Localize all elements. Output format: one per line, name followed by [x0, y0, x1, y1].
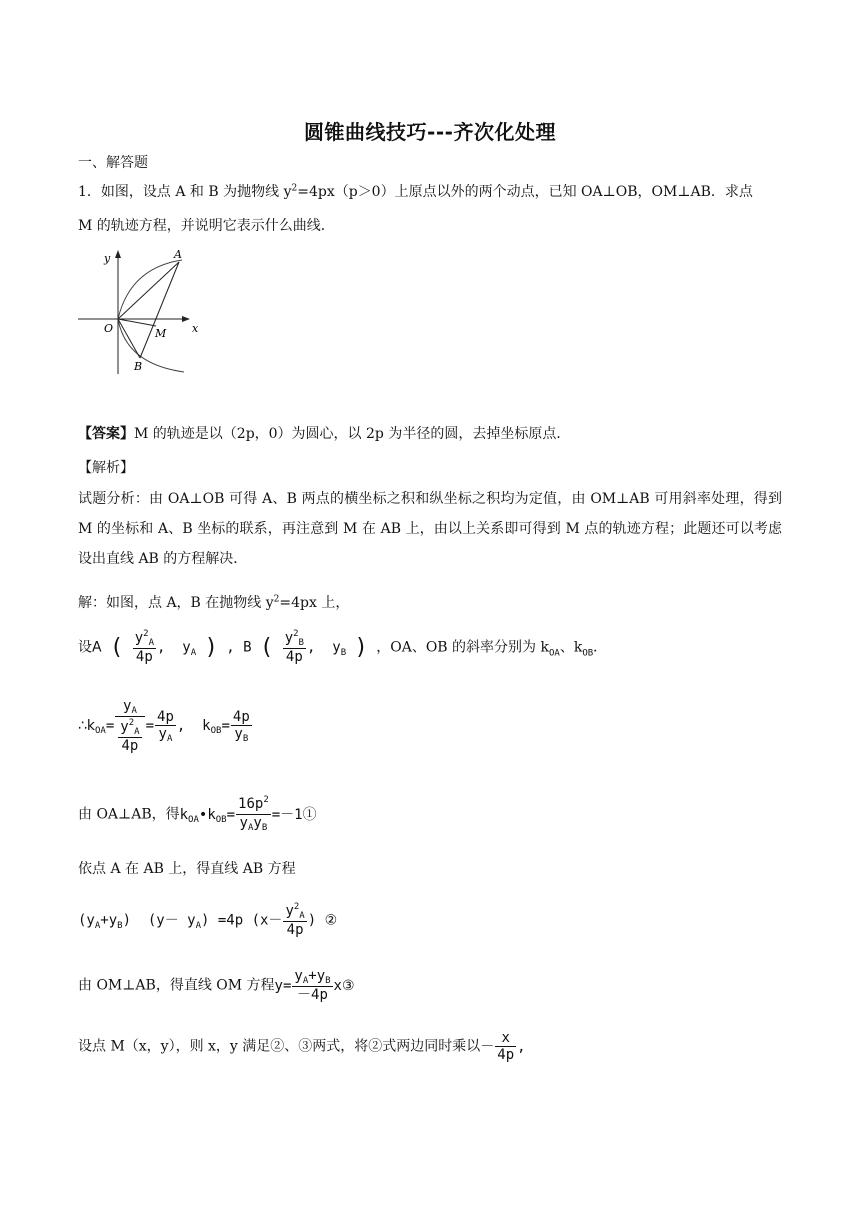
frac-yB2-over-4p: $\frac{y^2_B}{4p}$	[284, 629, 304, 665]
frac-yA2-over-4p: $\frac{y^2_A}{4p}$	[134, 629, 154, 665]
answer-tag: 【答案】	[78, 426, 134, 442]
frac-yA-over-yA2-4p: $\frac{y_A}{\frac{y^2_A}{4p}}$	[115, 698, 144, 754]
om-line: 由 OM⊥AB，得直线 OM 方程y= $\frac{y_A+y_B}{-4p}$ x③	[78, 968, 355, 1003]
solution-intro	[78, 592, 349, 612]
problem-text-2: =4px（p＞0）上原点以外的两个动点，已知 OA⊥OB，OM⊥AB．求点	[297, 184, 753, 200]
final-den: 4p	[497, 1047, 515, 1063]
frac-4p-over-yB: $\frac{4p}{y_B}$	[232, 708, 250, 744]
eq3-marker: x③	[333, 977, 355, 994]
problem-text-1: 如图，设点 A 和 B 为抛物线 y	[100, 184, 292, 200]
product-result: =－1①	[271, 806, 317, 823]
label-x: x	[192, 322, 199, 335]
num-16p: 16p	[238, 796, 264, 812]
set-suffix: ，OA、OB 的斜率分别为 k	[376, 639, 549, 656]
final-line: 设点 M（x，y），则 x，y 满足②、③两式，将②式两边同时乘以－ $\frac{x}{4p}$ ,	[78, 1030, 526, 1063]
label-M: M	[155, 327, 167, 340]
kOA-sub: OA	[95, 726, 106, 736]
solution-intro-sup: 2	[273, 594, 280, 605]
page-title: 圆锥曲线技巧---齐次化处理	[304, 120, 556, 144]
den-minus4p: －4p	[297, 987, 328, 1003]
final-text: 设点 M（x，y），则 x，y 满足②、③两式，将②式两边同时乘以	[78, 1038, 481, 1055]
label-B: B	[134, 360, 143, 373]
segment-OM	[118, 319, 156, 326]
frac-16p2-over-yAyB: $\frac{16p^2}{y_Ay_B}$	[238, 795, 269, 833]
segment-AB	[140, 262, 179, 358]
parabola-curve	[118, 260, 184, 372]
analysis-tag: 【解析】	[78, 460, 134, 476]
set-mid: 、k	[559, 639, 583, 656]
num-4p: 4p	[157, 708, 174, 725]
k-ob-sub: OB	[582, 648, 594, 659]
problem-line-1	[78, 181, 753, 201]
slope-line: $\therefore k_{OA}=$ $\frac{y_A}{\frac{y^2_A}{4p}}$ = $\frac{4p}{y_A}$ , $k_{OB}=$ $\frac{4p}{y_B}$	[78, 698, 250, 754]
problem-sup: 2	[291, 183, 298, 194]
kOB-sub: OB	[210, 726, 222, 736]
segment-OB	[118, 319, 140, 358]
num-y: y	[134, 630, 144, 646]
problem-line-2: M 的轨迹方程，并说明它表示什么曲线．	[78, 218, 335, 234]
frac-x-over-4p	[495, 1030, 516, 1063]
answer-line	[78, 423, 570, 443]
label-A: A	[174, 248, 182, 261]
set-points-line: 设A ( $\frac{y^2_A}{4p}$ , $y_A$ ) , B ( $\frac{y^2_B}{4p}$ , $y_B$ ) ，OA、OB 的斜率分别为 $k_{OA}$、$k_{OB}$．	[78, 629, 608, 665]
set-end: ．	[593, 639, 608, 656]
equation-2: $(y_A+y_B)$ $(y- y_A) =4p$ (x－ $\frac{y^2_A}{4p}$ ) ②	[78, 902, 338, 938]
coord-yA: y	[182, 639, 191, 656]
section-heading: 一、解答题	[78, 155, 148, 171]
eq2-marker: ②	[324, 912, 338, 929]
x-axis-arrow	[182, 316, 190, 322]
label-O: O	[104, 322, 114, 335]
final-end: ,	[517, 1038, 526, 1055]
product-text: 由 OA⊥AB，得	[78, 806, 180, 823]
answer-text: M 的轨迹是以（2p，0）为圆心，以 2p 为半径的圆，去掉坐标原点．	[134, 426, 571, 442]
therefore-k: ∴k	[78, 718, 96, 734]
label-y: y	[104, 252, 111, 265]
segment-OA	[118, 262, 179, 319]
frac-yAyB-over-minus4p: $\frac{y_A+y_B}{-4p}$	[294, 968, 331, 1003]
num-sub-B: B	[298, 638, 304, 648]
solution-intro-text-1: 解：如图，点 A，B 在抛物线 y	[78, 595, 274, 611]
product-line: 由 OA⊥AB，得$k_{OA}•k_{OB}=$ $\frac{16p^2}{y_Ay_B}$ =－1①	[78, 795, 317, 833]
on-line-text: 依点 A 在 AB 上，得直线 AB 方程	[78, 861, 296, 877]
num-sub-A: A	[148, 638, 154, 648]
om-text: 由 OM⊥AB，得直线 OM 方程	[78, 977, 275, 994]
parabola-figure	[74, 246, 204, 376]
frac-yA2-over-4p-eq2: $\frac{y^2_A}{4p}$	[285, 902, 305, 938]
den-4p: 4p	[135, 649, 153, 665]
kOB-label: k	[202, 718, 211, 734]
frac-4p-over-yA: $\frac{4p}{y_A}$	[157, 708, 174, 744]
y-axis-arrow	[115, 250, 121, 258]
solution-intro-text-2: =4px 上，	[279, 595, 350, 611]
set-prefix: 设A	[78, 639, 102, 656]
analysis-paragraph: 试题分析：由 OA⊥OB 可得 A、B 两点的横坐标之积和纵坐标之积均为定值，由 OM⊥AB 可用斜率处理，得到 M 的坐标和 A、B 坐标的联系，再注意到 M 在 AB 上，由以上关系即可得到 M 点的轨迹方程；此题还可以考虑设出直线 AB 的方程解决．	[78, 491, 782, 567]
k-oa-sub: OA	[548, 648, 560, 659]
final-num: x	[495, 1030, 516, 1047]
problem-number: 1．	[78, 184, 101, 200]
label-B-point: B	[243, 639, 252, 656]
